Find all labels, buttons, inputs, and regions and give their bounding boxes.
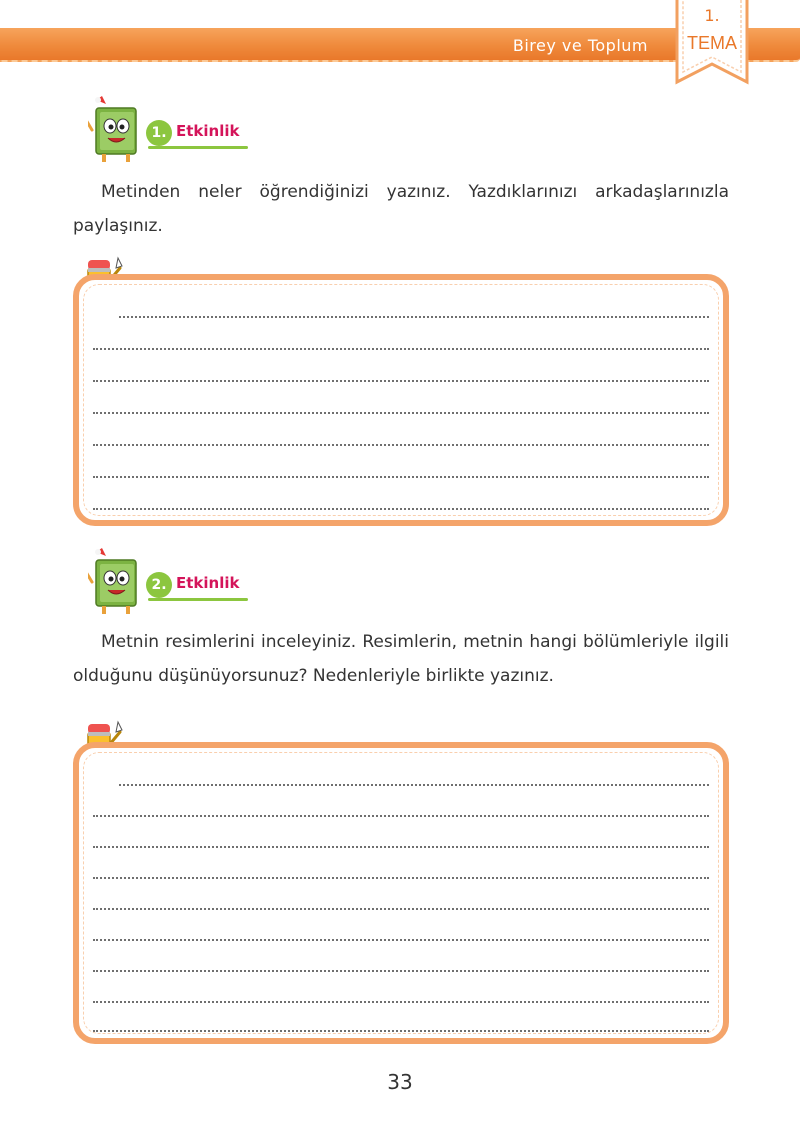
activity-number-badge: 2. xyxy=(146,572,172,598)
writing-line[interactable] xyxy=(93,444,709,446)
activity-2-instruction: Metnin resimlerini inceleyiniz. Resimlerin, metnin hangi bölümleriyle ilgili olduğunu düşünüyorsunuz? Nedenleriyle birlikte yazınız. xyxy=(73,632,729,686)
writing-line[interactable] xyxy=(93,508,709,510)
book-mascot-icon xyxy=(88,94,148,166)
writing-line[interactable] xyxy=(93,877,709,879)
writing-line[interactable] xyxy=(93,348,709,350)
activity-label: Etkinlik xyxy=(176,574,240,592)
writing-line[interactable] xyxy=(93,1030,709,1032)
writing-line[interactable] xyxy=(93,908,709,910)
writing-line[interactable] xyxy=(93,815,709,817)
writing-line[interactable] xyxy=(93,939,709,941)
activity-1-header xyxy=(88,94,288,166)
writing-line[interactable] xyxy=(93,380,709,382)
writing-line[interactable] xyxy=(93,970,709,972)
theme-title: Birey ve Toplum xyxy=(512,36,648,55)
activity-number-badge: 1. xyxy=(146,120,172,146)
book-mascot-icon xyxy=(88,546,148,618)
activity-1-instruction: Metinden neler öğrendiğinizi yazınız. Yazdıklarınızı arkadaşlarınızla paylaşınız. xyxy=(73,182,729,236)
activity-underline xyxy=(148,146,248,149)
answer-box-2[interactable] xyxy=(73,742,729,1044)
activity-2-header xyxy=(88,546,288,618)
writing-line[interactable] xyxy=(119,316,709,318)
activity-label: Etkinlik xyxy=(176,122,240,140)
writing-line[interactable] xyxy=(119,784,709,786)
activity-underline xyxy=(148,598,248,601)
writing-line[interactable] xyxy=(93,476,709,478)
writing-line[interactable] xyxy=(93,412,709,414)
answer-box-1[interactable] xyxy=(73,274,729,526)
page-number: 33 xyxy=(387,1070,413,1094)
theme-number: 1. xyxy=(704,6,720,25)
writing-line[interactable] xyxy=(93,1001,709,1003)
theme-word: TEMA xyxy=(686,33,737,53)
writing-line[interactable] xyxy=(93,846,709,848)
